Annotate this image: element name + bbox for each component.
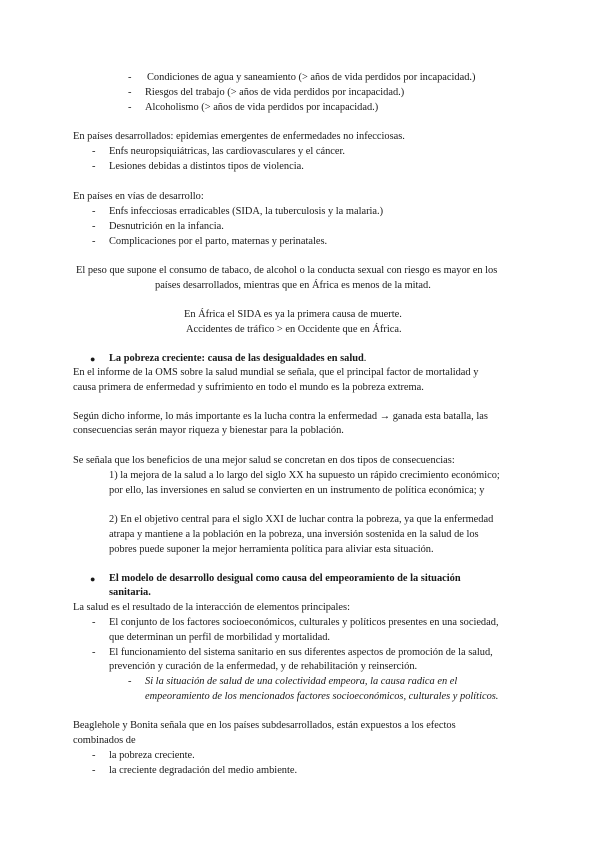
list-dash: - bbox=[92, 161, 96, 172]
poverty-heading: La pobreza creciente: causa de las desigualdades en salud. bbox=[109, 353, 367, 364]
list-dash: - bbox=[92, 765, 96, 776]
list-dash: - bbox=[128, 72, 132, 83]
list-dash: - bbox=[128, 87, 132, 98]
poverty-p2-line2: consecuencias serán mayor riqueza y bienestar para la población. bbox=[73, 425, 344, 436]
model-sub-line1: Si la situación de salud de una colectividad empeora, la causa radica en el bbox=[145, 676, 458, 687]
beaglehole-p-line2: combinados de bbox=[73, 735, 136, 746]
list-dash: - bbox=[128, 102, 132, 113]
model-item1-line2: que determinan un perfil de morbilidad y mortalidad. bbox=[109, 632, 331, 643]
developing-item: Complicaciones por el parto, maternas y perinatales. bbox=[109, 236, 328, 247]
tobacco-note-line1: El peso que supone el consumo de tabaco, de alcohol o la conducta sexual con riesgo es mayor en los bbox=[76, 265, 498, 276]
model-item1-line1: El conjunto de los factores socioeconómicos, culturales y políticos presentes en una sociedad, bbox=[109, 617, 499, 628]
model-intro: La salud es el resultado de la interacción de elementos principales: bbox=[73, 602, 350, 613]
list-dash: - bbox=[128, 676, 132, 687]
poverty-p1-line1: En el informe de la OMS sobre la salud mundial se señala, que el principal factor de mortalidad y bbox=[73, 367, 479, 378]
model-heading-line2: sanitaria. bbox=[109, 587, 151, 598]
list-dash: - bbox=[92, 206, 96, 217]
bullet-icon: ● bbox=[90, 354, 96, 364]
poverty-p3-line2: 1) la mejora de la salud a lo largo del siglo XX ha supuesto un rápido crecimiento económico; bbox=[109, 470, 500, 481]
beaglehole-item: la creciente degradación del medio ambiente. bbox=[109, 765, 298, 776]
poverty-p4-line3: pobres puede suponer la mejor herramienta política para aliviar esta situación. bbox=[109, 544, 434, 555]
list-dash: - bbox=[92, 221, 96, 232]
beaglehole-p-line1: Beaglehole y Bonita señala que en los países subdesarrollados, están expuestos a los efectos bbox=[73, 720, 456, 731]
list-dash: - bbox=[92, 750, 96, 761]
list-dash: - bbox=[92, 647, 96, 658]
model-item2-line1: El funcionamiento del sistema sanitario en sus diferentes aspectos de promoción de la salud, bbox=[109, 647, 493, 658]
poverty-p4-line2: atrapa y mantiene a la población en la pobreza, una inversión sostenida en la salud de los bbox=[109, 529, 479, 540]
list-dash: - bbox=[92, 617, 96, 628]
list-dash: - bbox=[92, 146, 96, 157]
model-heading-line1: El modelo de desarrollo desigual como causa del empeoramiento de la situación bbox=[109, 573, 461, 584]
model-sub-line2: empeoramiento de los mencionados factores socioeconómicos, culturales y políticos. bbox=[145, 691, 499, 702]
developing-item: Enfs infecciosas erradicables (SIDA, la tuberculosis y la malaria.) bbox=[109, 206, 384, 217]
cause-item-alcohol: Alcoholismo (> años de vida perdidos por incapacidad.) bbox=[145, 102, 379, 113]
developing-intro: En países en vías de desarrollo: bbox=[73, 191, 204, 202]
aids-note: En África el SIDA es ya la primera causa de muerte. bbox=[184, 309, 402, 320]
list-dash: - bbox=[92, 236, 96, 247]
model-item2-line2: prevención y curación de la enfermedad, y de rehabilitación y reinserción. bbox=[109, 661, 418, 672]
cause-item-water: Condiciones de agua y saneamiento (> años de vida perdidos por incapacidad.) bbox=[147, 72, 476, 83]
developed-item: Lesiones debidas a distintos tipos de violencia. bbox=[109, 161, 304, 172]
developing-item: Desnutrición en la infancia. bbox=[109, 221, 224, 232]
poverty-p1-line2: causa primera de enfermedad y sufrimiento en todo el mundo es la pobreza extrema. bbox=[73, 382, 424, 393]
developed-intro: En países desarrollados: epidemias emergentes de enfermedades no infecciosas. bbox=[73, 131, 405, 142]
developed-item: Enfs neuropsiquiátricas, las cardiovasculares y el cáncer. bbox=[109, 146, 346, 157]
beaglehole-item: la pobreza creciente. bbox=[109, 750, 195, 761]
poverty-p4-line1: 2) En el objetivo central para el siglo XXI de luchar contra la pobreza, ya que la enfermedad bbox=[109, 514, 494, 525]
poverty-p3-line3: por ello, las inversiones en salud se convierten en un instrumento de política económica; y bbox=[109, 485, 485, 496]
cause-item-work: Riesgos del trabajo (> años de vida perdidos por incapacidad.) bbox=[145, 87, 405, 98]
poverty-p3-line1: Se señala que los beneficios de una mejor salud se concretan en dos tipos de consecuencias: bbox=[73, 455, 455, 466]
bullet-icon: ● bbox=[90, 574, 96, 584]
traffic-note: Accidentes de tráfico > en Occidente que en África. bbox=[186, 324, 402, 335]
poverty-p2-line1: Según dicho informe, lo más importante es la lucha contra la enfermedad → ganada esta batalla, las bbox=[73, 411, 488, 422]
tobacco-note-line2: países desarrollados, mientras que en África es menos de la mitad. bbox=[155, 280, 431, 291]
